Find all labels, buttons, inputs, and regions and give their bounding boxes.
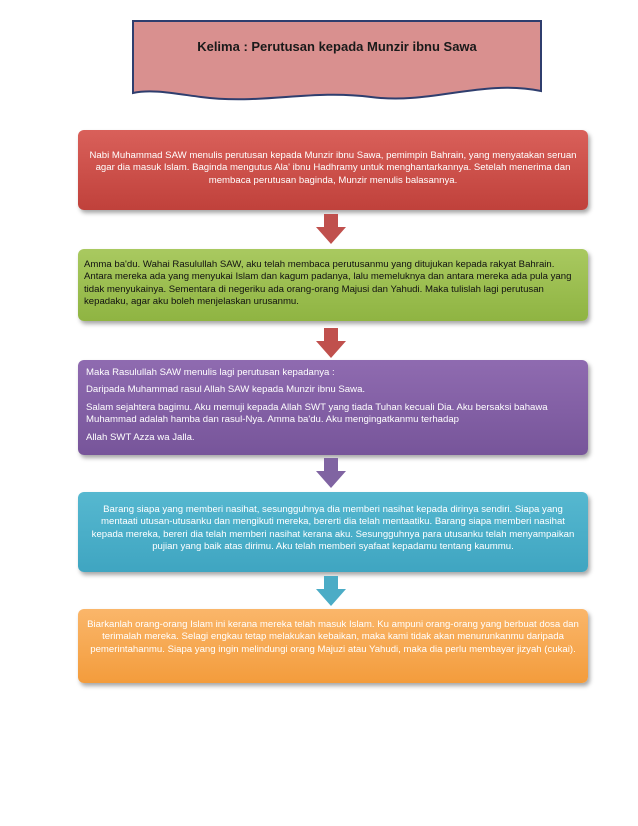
flow-box-3-line: Daripada Muhammad rasul Allah SAW kepada Munzir ibnu Sawa. (86, 384, 366, 396)
down-arrow-icon (316, 328, 346, 358)
down-arrow-icon (316, 214, 346, 244)
flow-box-3-line: Maka Rasulullah SAW menulis lagi perutusan kepadanya : (86, 367, 335, 378)
flow-box-3 (78, 360, 588, 455)
flow-box-5: Biarkanlah orang-orang Islam ini kerana mereka telah masuk Islam. Ku ampuni orang-orang yang berbuat dosa dan terimalah mereka. Selagi engkau tetap melakukan kebaikan, maka kami tidak akan menurunkanmu daripada pemerintahanmu. Siapa yang ingin melindungi orang Majuzi atau Yahudi, maka dia perlu membayar jizyah (cukai). (78, 609, 588, 683)
title-banner (131, 17, 543, 105)
flow-box-3-line: Salam sejahtera bagimu. Aku memuji kepada Allah SWT yang tiada Tuhan kecuali Dia. Aku bersaksi bahawa Muhammad adalah hamba dan rasul-Nya. Amma ba'du. Aku mengingatkanmu terhadap (86, 401, 548, 426)
down-arrow-icon (316, 458, 346, 488)
flow-box-1: Nabi Muhammad SAW menulis perutusan kepada Munzir ibnu Sawa, pemimpin Bahrain, yang menyatakan seruan agar dia masuk Islam. Baginda mengutus Ala' ibnu Hadhramy untuk menghantarkannya. Setelah menerima dan membaca perutusan baginda, Munzir menulis balasannya. (78, 130, 588, 210)
down-arrow-icon (316, 576, 346, 606)
banner-scroll-shape (131, 17, 543, 105)
banner-title: Kelima : Perutusan kepada Munzir ibnu Sawa (197, 39, 477, 54)
flow-box-4: Barang siapa yang memberi nasihat, sesungguhnya dia memberi nasihat kepada dirinya sendiri. Siapa yang mentaati utusan-utusanku dan mengikuti mereka, bererti dia telah mentaatiku. Barang siapa memberi nasihat kepada mereka, bereri dia telah memberi nasihat kerana aku. Sesungguhnya para utusanku telah menyampaikan pujian yang baik atas dirimu. Aku telah memberi syafaat kepadamu tentang kaummu. (78, 492, 588, 572)
flow-box-2: Amma ba'du. Wahai Rasulullah SAW, aku telah membaca perutusanmu yang ditujukan kepada rakyat Bahrain. Antara mereka ada yang menyukai Islam dan kagum padanya, lalu memeluknya dan antara mereka ada pula yang tidak menyukainya. Sementara di negeriku ada orang-orang Majusi dan Yahudi. Maka tulislah lagi perutusan kepadaku, agar aku boleh menjelaskan urusanmu. (78, 249, 588, 321)
flow-box-3-line: Allah SWT Azza wa Jalla. (86, 431, 195, 443)
